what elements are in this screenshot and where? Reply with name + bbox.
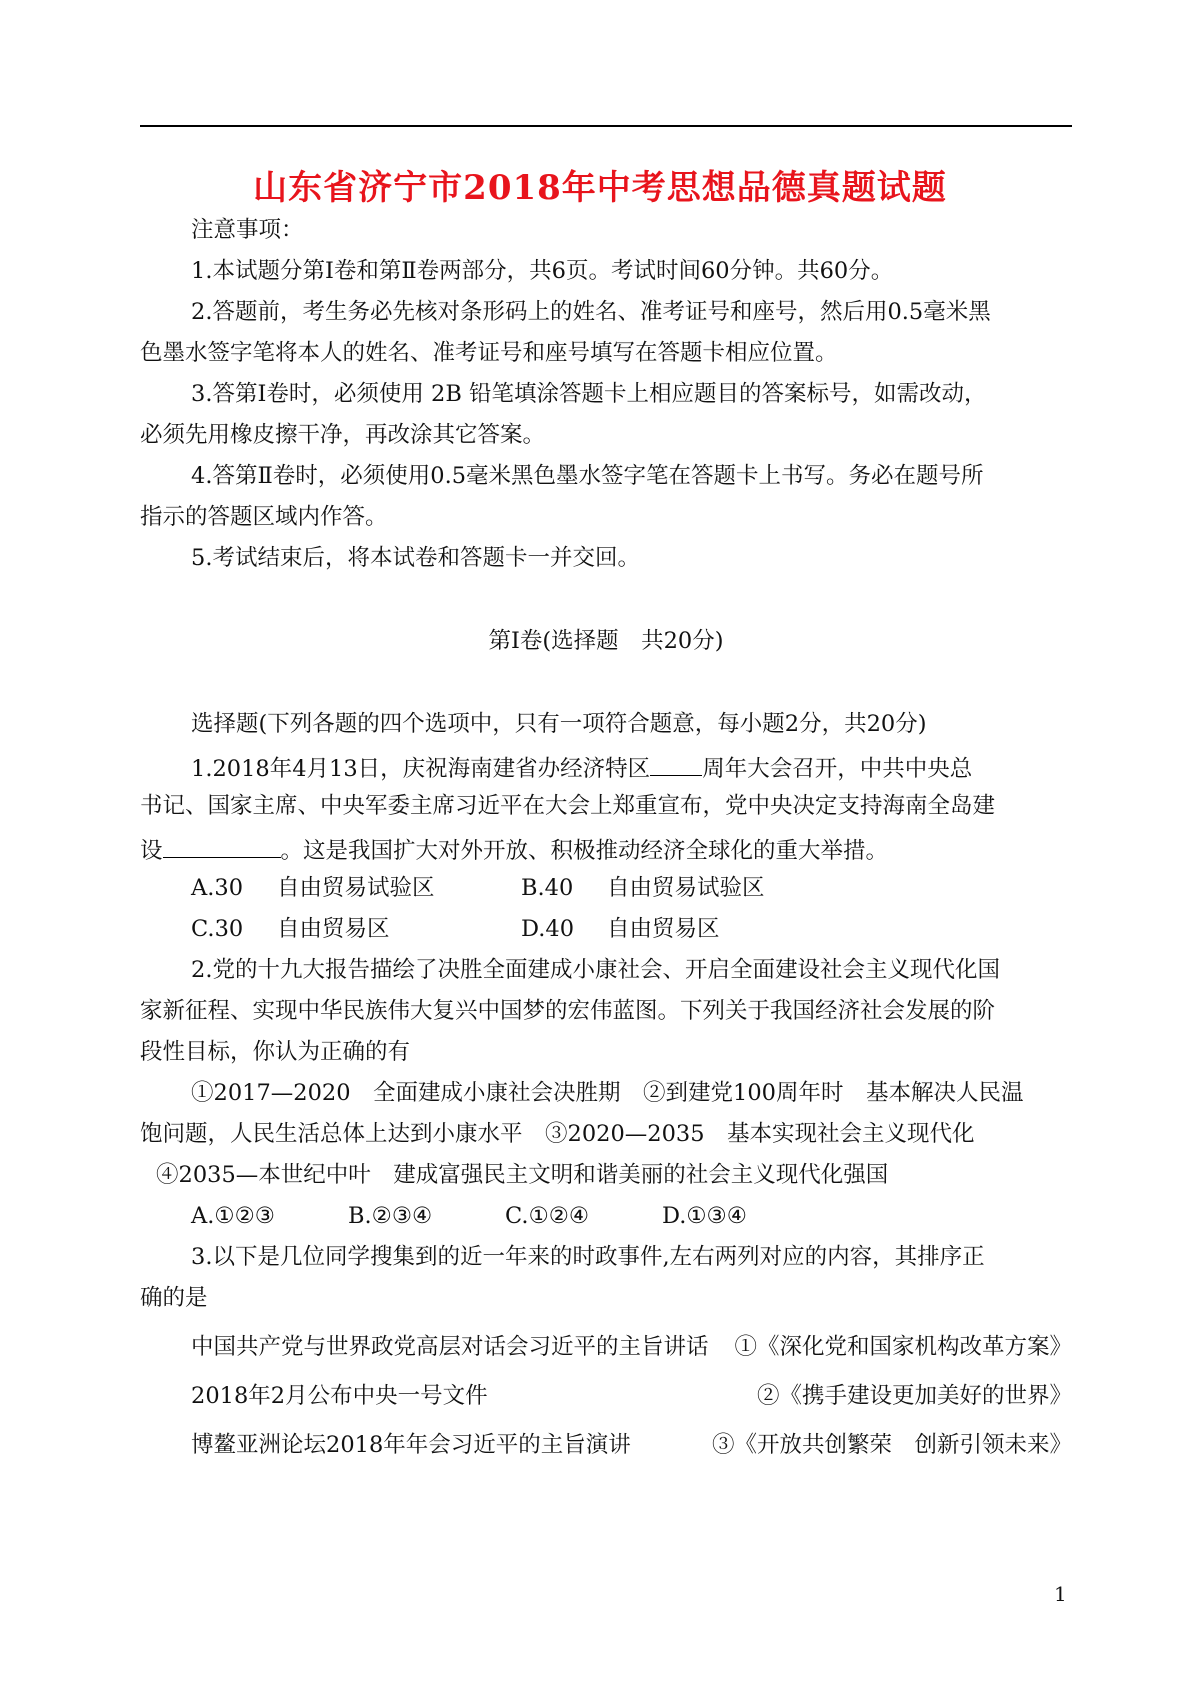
option-d: D.40 自由贸易区 xyxy=(521,916,720,942)
q3-pair-row xyxy=(140,1376,1072,1417)
exam-title: 山东省济宁市2018年中考思想品德真题试题 xyxy=(253,168,947,208)
notice-item: 1.本试题分第Ⅰ卷和第Ⅱ卷两部分，共6页。考试时间60分钟。共60分。 xyxy=(191,258,894,284)
q1-text-b: 周年大会召开，中共中央总 xyxy=(702,756,973,782)
header-rule xyxy=(140,125,1072,127)
notice-item: 4.答第Ⅱ卷时，必须使用0.5毫米黑色墨水签字笔在答题卡上书写。务必在题号所 xyxy=(191,463,984,489)
section-intro: 选择题(下列各题的四个选项中，只有一项符合题意，每小题2分，共20分) xyxy=(191,711,927,737)
option-b: B.②③④ xyxy=(348,1203,433,1229)
q3-pair-row xyxy=(140,1327,1072,1368)
q2-options-row xyxy=(140,1196,1072,1237)
q1-line: 书记、国家主席、中央军委主席习近平在大会上郑重宣布，党中央决定支持海南全岛建 xyxy=(140,793,996,819)
q2-line: 家新征程、实现中华民族伟大复兴中国梦的宏伟蓝图。下列关于我国经济社会发展的阶 xyxy=(140,998,996,1024)
event-title: ①《深化党和国家机构改革方案》 xyxy=(734,1334,1072,1360)
q1-text-b: 。这是我国扩大对外开放、积极推动经济全球化的重大举措。 xyxy=(280,838,889,864)
notice-item: 5.考试结束后，将本试卷和答题卡一并交回。 xyxy=(191,545,640,571)
event-name: 2018年2月公布中央一号文件 xyxy=(191,1383,488,1409)
option-c: C.30 自由贸易区 xyxy=(191,916,390,942)
answer-blank xyxy=(650,745,702,776)
q3-line: 确的是 xyxy=(140,1285,208,1311)
q1-line xyxy=(140,827,1072,868)
notice-item-cont: 指示的答题区域内作答。 xyxy=(140,504,388,530)
notice-item-cont: 色墨水签字笔将本人的姓名、准考证号和座号填写在答题卡相应位置。 xyxy=(140,340,838,366)
event-title: ③《开放共创繁荣 创新引领未来》 xyxy=(711,1432,1072,1458)
notice-item-cont: 必须先用橡皮擦干净，再改涂其它答案。 xyxy=(140,422,546,448)
event-name: 博鳌亚洲论坛2018年年会习近平的主旨演讲 xyxy=(191,1432,631,1458)
q2-line: ①2017—2020 全面建成小康社会决胜期 ②到建党100周年时 基本解决人民温 xyxy=(191,1080,1024,1106)
q1-options-row xyxy=(140,909,1072,950)
option-a: A.30 自由贸易试验区 xyxy=(191,875,435,901)
event-name: 中国共产党与世界政党高层对话会习近平的主旨讲话 xyxy=(191,1334,709,1360)
option-b: B.40 自由贸易试验区 xyxy=(521,875,765,901)
event-title: ②《携手建设更加美好的世界》 xyxy=(756,1383,1072,1409)
page-number: 1 xyxy=(1054,1582,1067,1606)
option-d: D.①③④ xyxy=(662,1203,747,1229)
answer-blank xyxy=(163,827,281,858)
q3-line: 3.以下是几位同学搜集到的近一年来的时政事件,左右两列对应的内容，其排序正 xyxy=(191,1244,985,1270)
exam-body xyxy=(140,210,1072,1466)
q2-line: ④2035—本世纪中叶 建成富强民主文明和谐美丽的社会主义现代化强国 xyxy=(156,1162,889,1188)
notice-item: 3.答第Ⅰ卷时，必须使用 2B 铅笔填涂答题卡上相应题目的答案标号，如需改动， xyxy=(191,381,987,407)
option-c: C.①②④ xyxy=(505,1203,590,1229)
q1-text-a: 设 xyxy=(140,838,163,864)
q1-options-row xyxy=(140,868,1072,909)
q2-line: 饱问题，人民生活总体上达到小康水平 ③2020—2035 基本实现社会主义现代化 xyxy=(140,1121,975,1147)
notice-item: 2.答题前，考生务必先核对条形码上的姓名、准考证号和座号，然后用0.5毫米黑 xyxy=(191,299,991,325)
q1-line xyxy=(140,745,1072,786)
option-a: A.①②③ xyxy=(191,1203,275,1229)
q2-line: 段性目标，你认为正确的有 xyxy=(140,1039,411,1065)
notice-heading: 注意事项： xyxy=(191,217,304,243)
q2-line: 2.党的十九大报告描绘了决胜全面建成小康社会、开启全面建设社会主义现代化国 xyxy=(191,957,1000,983)
q3-pair-row xyxy=(140,1425,1072,1466)
section-title: 第Ⅰ卷(选择题 共20分) xyxy=(488,628,724,654)
q1-text-a: 1.2018年4月13日，庆祝海南建省办经济特区 xyxy=(191,756,651,782)
